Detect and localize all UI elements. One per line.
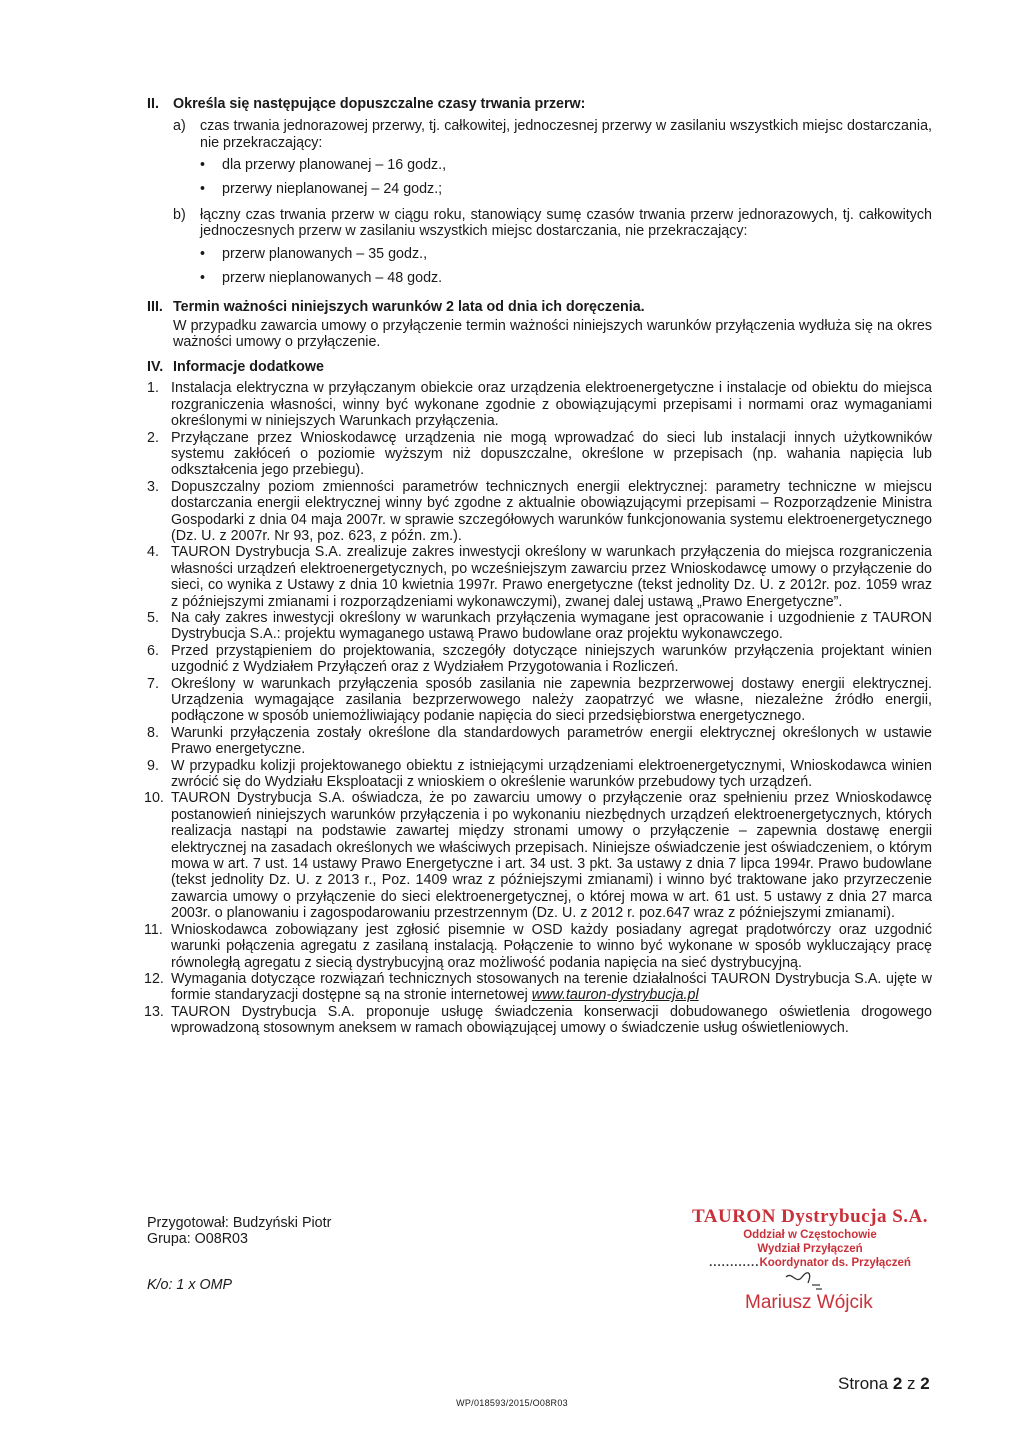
item-number: 7. (147, 675, 159, 692)
section-iii-text: W przypadku zawarcia umowy o przyłączenie termin ważności niniejszych warunków przyłączenia wydłuża się na okres ważności umowy o przyłączenie. (173, 318, 932, 351)
prepared-by: Przygotował: Budzyński Piotr (147, 1215, 332, 1231)
list-item (144, 790, 932, 922)
item-number: 11. (144, 921, 163, 938)
handwritten-signature (778, 1267, 838, 1293)
item-text: Na cały zakres inwestycji określony w warunkach przyłączenia wymagane jest opracowanie i uzgodnienie z TAURON Dystrybucja S.A.: projektu wymaganego ustawą Prawo budowlane oraz projektu wykonawczego. (171, 609, 932, 643)
item-text: Określony w warunkach przyłączenia sposób zasilania nie zapewnia bezprzerwowej dostawy energii elektrycznej. Urządzenia wymagające zasilania bezprzerwowego należy zaopatrzyć we własne, niezależne źródło energii, podłączone w sposób uniemożliwiający podanie napięcia do sieci przedsiębiorstwa energetycznego. (171, 675, 932, 725)
section-title: Termin ważności niniejszych warunków 2 lata od dnia ich doręczenia. (173, 298, 645, 315)
document-body (144, 96, 932, 1037)
prepared-by-block (147, 1215, 331, 1248)
section-ii-body (147, 118, 932, 286)
list-item (147, 544, 932, 610)
stamp-role-text: Koordynator ds. Przyłączeń (759, 1257, 911, 1269)
section-iii-heading (147, 299, 932, 315)
item-number: 4. (147, 544, 159, 561)
additional-info-list (144, 380, 932, 1037)
stamp-branch: Oddział w Częstochowie (743, 1229, 877, 1241)
list-item: • dla przerwy planowanej – 16 godz., (200, 157, 932, 173)
bullet-list-a (173, 157, 932, 197)
item-text: Przed przystąpieniem do projektowania, szczegóły dotyczące niniejszych warunków przyłączenia projektant winien uzgodnić z Wydziałem Przyłączeń oraz z Wydziałem Przygotowania i Rozliczeń. (171, 642, 932, 676)
item-text: TAURON Dystrybucja S.A. proponuje usługę świadczenia konserwacji dobudowanego oświetlenia drogowego wprowadzoną stosownym aneksem w ramach obowiązującej umowy o świadczenie usług oświetleniowych. (171, 1003, 932, 1037)
list-item: • przerw planowanych – 35 godz., (200, 246, 932, 262)
list-item (147, 725, 932, 758)
list-item (147, 380, 932, 429)
list-item (144, 970, 932, 1004)
subpoint-b (173, 207, 932, 240)
subpoint-a (173, 118, 932, 151)
bullet-list-b (173, 246, 932, 286)
subpoint-text: czas trwania jednorazowej przerwy, tj. całkowitej, jednoczesnej przerwy w zasilaniu wszystkich miejsc dostarczania, nie przekraczający: (200, 118, 932, 151)
group-code: Grupa: O08R03 (147, 1231, 248, 1248)
section-number: IV. (147, 358, 164, 375)
section-ii-heading (147, 96, 932, 112)
page-current: 2 (892, 1374, 903, 1393)
subpoint-label: b) (173, 207, 186, 224)
page-label: Strona (838, 1374, 889, 1393)
page-of: z (907, 1374, 916, 1393)
section-title: Informacje dodatkowe (173, 358, 324, 375)
item-text: Wymagania dotyczące rozwiązań technicznych stosowanych na terenie działalności TAURON Dystrybucja S.A. ujęte w formie standaryzacji dostępne są na stronie internetowej (171, 970, 932, 1004)
item-text: Przyłączane przez Wnioskodawcę urządzenia nie mogą wprowadzać do sieci lub instalacji innych użytkowników systemu zakłóceń o poziomie wyższym niż dopuszczalne, określone w przepisach (np. wahania napięcia lub odkształcenia jego przebiegu). (171, 429, 932, 479)
subpoint-text: łączny czas trwania przerw w ciągu roku, stanowiący sumę czasów trwania przerw jednorazowych, tj. całkowitych jednoczesnych przerw w zasilaniu wszystkich miejsc dostarczania, nie przekraczający: (200, 207, 932, 240)
list-item (147, 430, 932, 479)
list-item (147, 758, 932, 791)
item-text: Instalacja elektryczna w przyłączanym obiekcie oraz urządzenia elektroenergetyczne i instalacje od obiektu do miejsca rozgraniczenia własności, winny być wykonane zgodnie z obowiązującymi przepisami i normami oraz wymaganiami określonymi w niniejszych Warunkach przyłączenia. (171, 380, 932, 430)
list-item (147, 610, 932, 643)
item-number: 2. (147, 429, 159, 446)
signer-name: Mariusz Wójcik (745, 1292, 873, 1313)
section-number: II. (147, 96, 159, 112)
item-number: 9. (147, 757, 159, 774)
stamp-department: Wydział Przyłączeń (757, 1243, 863, 1255)
item-number: 10. (144, 790, 164, 807)
list-item (147, 479, 932, 545)
page-total: 2 (920, 1374, 930, 1393)
list-item (144, 921, 932, 971)
item-number: 12. (144, 970, 164, 987)
section-number: III. (147, 298, 163, 315)
website-link[interactable]: www.tauron-dystrybucja.pl (531, 987, 699, 1004)
page-number (838, 1376, 930, 1392)
document-code: WP/018593/2015/O08R03 (456, 1398, 568, 1408)
subpoint-label: a) (173, 118, 186, 135)
item-text: Warunki przyłączenia zostały określone dla standardowych parametrów energii elektrycznej określonych w ustawie Prawo energetyczne. (171, 724, 932, 758)
list-item: • przerw nieplanowanych – 48 godz. (200, 270, 932, 286)
copy-note: K/o: 1 x OMP (147, 1277, 233, 1293)
list-item (147, 676, 932, 725)
item-number: 6. (147, 642, 159, 659)
item-number: 1. (147, 380, 159, 397)
list-item (144, 1003, 932, 1037)
section-iv-heading (147, 359, 932, 375)
dotted-line: ............ (709, 1257, 760, 1269)
item-text: Dopuszczalny poziom zmienności parametrów technicznych energii elektrycznej: parametry techniczne w miejscu dostarczania energii elektrycznej winny być zgodne z aktualnie obowiązującymi przepisami – Rozporządzenie Ministra Gospodarki z dnia 04 maja 2007r. w sprawie szczegółowych warunków funkcjonowania systemu elektroenergetycznego (Dz. U. z 2007r. Nr 93, poz. 623, z późn. zm.). (171, 478, 932, 544)
item-number: 8. (147, 724, 159, 741)
item-text: TAURON Dystrybucja S.A. oświadcza, że po zawarciu umowy o przyłączenie oraz spełnieniu przez Wnioskodawcę postanowień niniejszych warunków przyłączenia i po wykonaniu niezbędnych urządzeń elektroenergetycznych, których realizacja nastąpi na podstawie zawartej między stronami umowy o przyłączenie – zapewnia dostawę energii elektrycznej na zasadach określonych we właściwych przepisach. Niniejsze oświadczenie jest oświadczeniem, o którym mowa w art. 7 ust. 14 ustawy Prawo Energetyczne i art. 34 ust. 3 pkt. 3a ustawy z dnia 7 lipca 1994r. Prawo budowlane (tekst jednolity Dz. U. z 2013 r., Poz. 1409 wraz z późniejszymi zmianami) i winno być traktowane jako przyrzeczenie zawarcia umowy o przyłączenie do sieci elektroenergetycznej, o której mowa w art. 61 ust. 5 ustawy z dnia 27 marca 2003r. o planowaniu i zagospodarowaniu przestrzennym (Dz. U. z 2012 r. poz.647 wraz z późniejszymi zmianami). (171, 790, 932, 922)
item-number: 3. (147, 478, 159, 495)
item-number: 13. (144, 1003, 164, 1020)
stamp-company: TAURON Dystrybucja S.A. (692, 1206, 928, 1227)
item-text: W przypadku kolizji projektowanego obiektu z istniejącymi urządzeniami elektroenergetycznymi, Wnioskodawca winien zwrócić się do Wydziału Eksploatacji z wnioskiem o określenie warunków przebudowy tych urządzeń. (171, 757, 932, 791)
item-number: 5. (147, 609, 159, 626)
list-item: • przerwy nieplanowanej – 24 godz.; (200, 181, 932, 197)
item-text: TAURON Dystrybucja S.A. zrealizuje zakres inwestycji określony w warunkach przyłączenia do miejsca rozgraniczenia własności urządzeń elektroenergetycznych, po wcześniejszym zawarciu przez Wnioskodawcę umowy o przyłączenie do sieci, co wynika z Ustawy z dnia 10 kwietnia 1997r. Prawo energetyczne (tekst jednolity Dz. U. z 2012r. poz. 1059 wraz z późniejszymi zmianami i rozporządzeniami wykonawczymi), zwanej dalej ustawą „Prawo Energetyczne”. (171, 544, 932, 610)
item-text: Wnioskodawca zobowiązany jest zgłosić pisemnie w OSD każdy posiadany agregat prądotwórczy oraz uzgodnić warunki połączenia agregatu z zasilaną instalacją. Połączenie to winno być wykonane w sposób wykluczający pracę równoległą agregatu z siecią dystrybucyjną oraz możliwość podania napięcia na sieć dystrybucyjną. (171, 921, 932, 971)
section-title: Określa się następujące dopuszczalne czasy trwania przerw: (173, 96, 586, 112)
list-item (147, 643, 932, 676)
